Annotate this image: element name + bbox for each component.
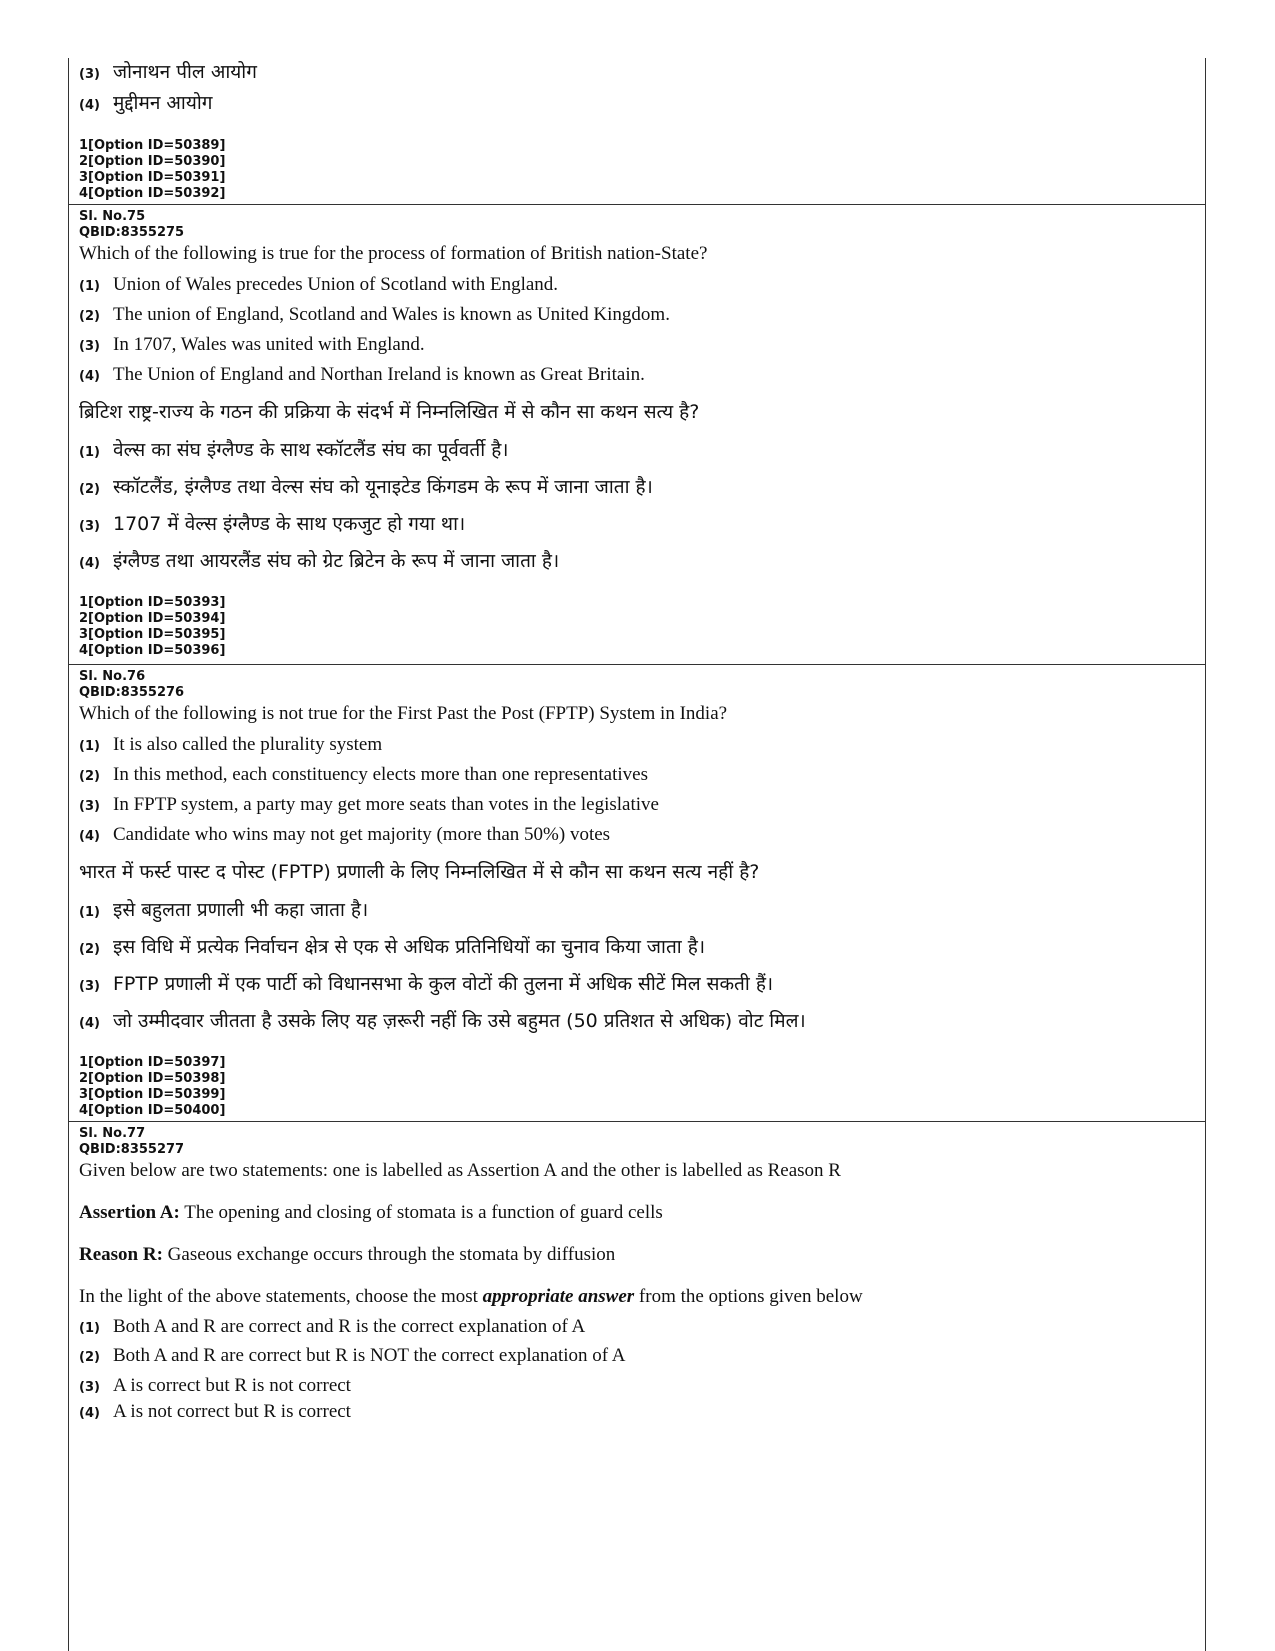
option-id: 2[Option ID=50398] <box>79 1071 226 1086</box>
option-number: (4) <box>79 1016 100 1031</box>
option-number: (2) <box>79 942 100 957</box>
option-number: (3) <box>79 799 100 814</box>
option-number: (4) <box>79 98 100 113</box>
option-row <box>79 794 1195 816</box>
option-row <box>79 274 1195 296</box>
question-block-75 <box>69 205 1205 665</box>
option-row <box>79 933 1195 959</box>
option-number: (1) <box>79 905 100 920</box>
option-row <box>79 1375 1195 1397</box>
option-number: (2) <box>79 1350 100 1365</box>
question-text-hi: भारत में फर्स्ट पास्ट द पोस्ट (FPTP) प्रणाली के लिए निम्नलिखित में से कौन सा कथन सत्य नहीं है? <box>79 861 760 883</box>
option-row <box>79 436 1195 462</box>
serial-number: Sl. No.75 <box>79 209 146 224</box>
qbid: QBID:8355275 <box>79 225 185 240</box>
option-text-en: It is also called the plurality system <box>113 734 383 755</box>
qbid: QBID:8355276 <box>79 685 185 700</box>
instruction-pre: In the light of the above statements, choose the most <box>79 1286 483 1307</box>
option-id: 3[Option ID=50391] <box>79 170 226 185</box>
option-text-hi: जोनाथन पील आयोग <box>113 61 257 83</box>
option-number: (3) <box>79 339 100 354</box>
option-text-en: A is correct but R is not correct <box>113 1375 351 1396</box>
option-row <box>79 1401 1195 1423</box>
serial-number: Sl. No.77 <box>79 1126 146 1141</box>
option-row <box>79 58 1195 84</box>
option-number: (2) <box>79 769 100 784</box>
reason-label: Reason R: <box>79 1244 163 1265</box>
option-number: (1) <box>79 445 100 460</box>
option-number: (3) <box>79 519 100 534</box>
option-text-en: Both A and R are correct and R is the correct explanation of A <box>113 1316 586 1337</box>
option-id-list <box>79 1055 1195 1119</box>
option-id: 1[Option ID=50389] <box>79 138 226 153</box>
option-row <box>79 824 1195 846</box>
option-id-list <box>79 595 1195 659</box>
option-row <box>79 970 1195 996</box>
qbid: QBID:8355277 <box>79 1142 185 1157</box>
option-id: 3[Option ID=50399] <box>79 1087 226 1102</box>
question-block-76 <box>69 665 1205 1122</box>
option-row <box>79 510 1195 536</box>
option-text-en: Both A and R are correct but R is NOT the correct explanation of A <box>113 1345 626 1366</box>
option-row <box>79 473 1195 499</box>
option-text-en: The Union of England and Northan Ireland is known as Great Britain. <box>113 364 645 385</box>
assertion-statement <box>79 1202 1195 1224</box>
reason-text: Gaseous exchange occurs through the stomata by diffusion <box>162 1244 616 1265</box>
option-row <box>79 1345 1195 1367</box>
option-number: (4) <box>79 369 100 384</box>
option-number: (3) <box>79 67 100 82</box>
option-text-hi: वेल्स का संघ इंग्लैण्ड के साथ स्कॉटलैंड संघ का पूर्ववर्ती है। <box>113 439 509 461</box>
option-number: (1) <box>79 739 100 754</box>
instruction-emphasis: appropriate answer <box>482 1286 635 1307</box>
option-row <box>79 89 1195 115</box>
option-id: 4[Option ID=50392] <box>79 186 226 201</box>
option-id-list <box>79 138 1195 202</box>
option-text-en: In this method, each constituency elects more than one representatives <box>113 764 648 785</box>
question-intro: Given below are two statements: one is labelled as Assertion A and the other is labelled as Reason R <box>79 1160 841 1181</box>
option-text-en: In 1707, Wales was united with England. <box>113 334 425 355</box>
option-number: (4) <box>79 556 100 571</box>
option-row <box>79 334 1195 356</box>
option-text-en: Union of Wales precedes Union of Scotland with England. <box>113 274 559 295</box>
option-number: (3) <box>79 979 100 994</box>
question-text-en: Which of the following is true for the process of formation of British nation-State? <box>79 243 708 264</box>
option-text-en: In FPTP system, a party may get more seats than votes in the legislative <box>113 794 659 815</box>
option-text-hi: मुद्दीमन आयोग <box>113 92 213 114</box>
question-block-74-tail <box>69 58 1205 205</box>
option-id: 2[Option ID=50390] <box>79 154 226 169</box>
option-row <box>79 547 1195 573</box>
option-number: (3) <box>79 1380 100 1395</box>
option-text-hi: इस विधि में प्रत्येक निर्वाचन क्षेत्र से एक से अधिक प्रतिनिधियों का चुनाव किया जाता है। <box>113 936 706 958</box>
option-text-hi: 1707 में वेल्स इंग्लैण्ड के साथ एकजुट हो गया था। <box>113 513 466 535</box>
reason-statement <box>79 1244 1195 1266</box>
option-row <box>79 1316 1195 1338</box>
option-id: 2[Option ID=50394] <box>79 611 226 626</box>
question-text-en: Which of the following is not true for the First Past the Post (FPTP) System in India? <box>79 703 728 724</box>
option-id: 4[Option ID=50400] <box>79 1103 226 1118</box>
question-text-hi: ब्रिटिश राष्ट्र-राज्य के गठन की प्रक्रिया के संदर्भ में निम्नलिखित में से कौन सा कथन सत्य है? <box>79 401 700 423</box>
option-number: (2) <box>79 309 100 324</box>
option-id: 1[Option ID=50397] <box>79 1055 226 1070</box>
serial-number: Sl. No.76 <box>79 669 146 684</box>
option-text-en: Candidate who wins may not get majority (more than 50%) votes <box>113 824 611 845</box>
option-text-hi: इसे बहुलता प्रणाली भी कहा जाता है। <box>113 899 369 921</box>
instruction-text <box>79 1286 1195 1308</box>
instruction-post: from the options given below <box>634 1286 863 1307</box>
option-text-hi: इंग्लैण्ड तथा आयरलैंड संघ को ग्रेट ब्रिटेन के रूप में जाना जाता है। <box>113 550 560 572</box>
question-block-77 <box>69 1122 1205 1651</box>
assertion-label: Assertion A: <box>79 1202 180 1223</box>
option-text-en: A is not correct but R is correct <box>113 1401 351 1422</box>
question-sheet <box>68 58 1206 1651</box>
option-row <box>79 304 1195 326</box>
option-row <box>79 364 1195 386</box>
option-number: (1) <box>79 279 100 294</box>
option-text-hi: FPTP प्रणाली में एक पार्टी को विधानसभा के कुल वोटों की तुलना में अधिक सीटें मिल सकती हैं। <box>113 973 774 995</box>
option-row <box>79 1007 1195 1033</box>
option-text-hi: जो उम्मीदवार जीतता है उसके लिए यह ज़रूरी नहीं कि उसे बहुमत (50 प्रतिशत से अधिक) वोट मिल। <box>113 1010 806 1032</box>
option-text-en: The union of England, Scotland and Wales is known as United Kingdom. <box>113 304 670 325</box>
option-text-hi: स्कॉटलैंड, इंग्लैण्ड तथा वेल्स संघ को यूनाइटेड किंगडम के रूप में जाना जाता है। <box>113 476 653 498</box>
option-id: 3[Option ID=50395] <box>79 627 226 642</box>
option-number: (2) <box>79 482 100 497</box>
option-number: (4) <box>79 829 100 844</box>
option-row <box>79 734 1195 756</box>
option-number: (1) <box>79 1321 100 1336</box>
assertion-text: The opening and closing of stomata is a function of guard cells <box>179 1202 663 1223</box>
option-id: 1[Option ID=50393] <box>79 595 226 610</box>
option-row <box>79 764 1195 786</box>
option-number: (4) <box>79 1406 100 1421</box>
option-row <box>79 896 1195 922</box>
option-id: 4[Option ID=50396] <box>79 643 226 658</box>
